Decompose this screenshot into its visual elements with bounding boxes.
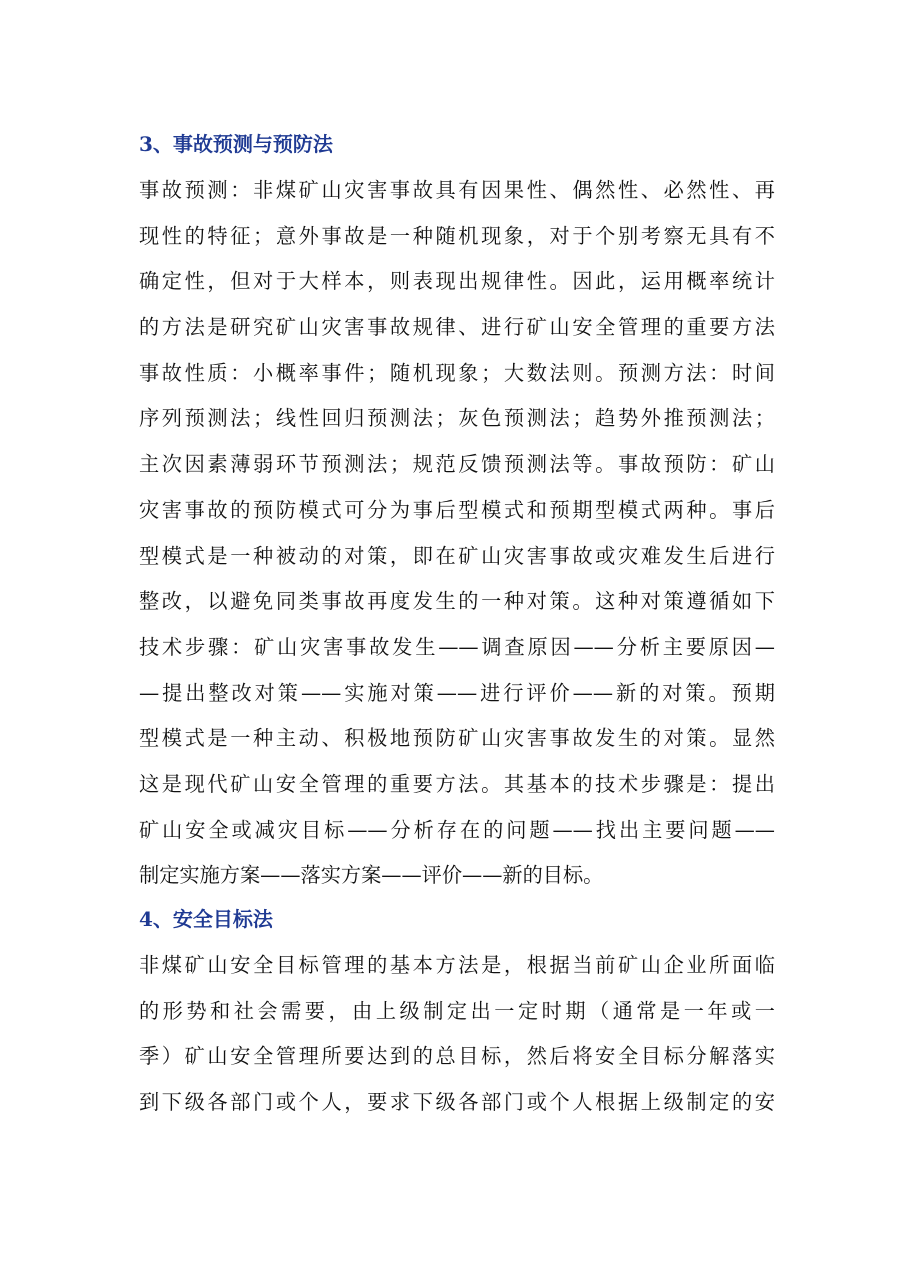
text-line: 确定性，但对于大样本，则表现出规律性。因此，运用概率统计 — [139, 269, 775, 294]
document-page — [139, 124, 775, 1126]
text-line: —提出整改对策——实施对策——进行评价——新的对策。预期 — [139, 680, 775, 705]
text-line: 序列预测法；线性回归预测法；灰色预测法；趋势外推预测法； — [139, 406, 775, 431]
text-line: 矿山安全或减灾目标——分析存在的问题——找出主要问题—— — [139, 817, 775, 842]
text-line: 型模式是一种被动的对策，即在矿山灾害事故或灾难发生后进行 — [139, 543, 775, 568]
text-line: 现性的特征；意外事故是一种随机现象，对于个别考察无具有不 — [139, 223, 775, 248]
text-line: 到下级各部门或个人，要求下级各部门或个人根据上级制定的安 — [139, 1090, 775, 1115]
section-heading-3: 3、事故预测与预防法 — [139, 132, 333, 156]
section-4-paragraph — [139, 943, 775, 1126]
text-line: 非煤矿山安全目标管理的基本方法是，根据当前矿山企业所面临 — [139, 953, 775, 977]
section-heading-4: 4、安全目标法 — [139, 907, 273, 931]
text-line: 的方法是研究矿山灾害事故规律、进行矿山安全管理的重要方法 — [139, 315, 775, 340]
text-line: 季）矿山安全管理所要达到的总目标，然后将安全目标分解落实 — [139, 1044, 775, 1069]
text-line: 这是现代矿山安全管理的重要方法。其基本的技术步骤是：提出 — [139, 771, 775, 796]
section-3-paragraph — [139, 168, 775, 899]
text-line: 型模式是一种主动、积极地预防矿山灾害事故发生的对策。显然 — [139, 726, 775, 751]
text-line: 事故性质：小概率事件；随机现象；大数法则。预测方法：时间 — [139, 360, 775, 385]
text-line: 主次因素薄弱环节预测法；规范反馈预测法等。事故预防：矿山 — [139, 452, 775, 477]
text-line: 技术步骤：矿山灾害事故发生——调查原因——分析主要原因— — [139, 634, 775, 659]
text-line: 整改，以避免同类事故再度发生的一种对策。这种对策遵循如下 — [139, 589, 775, 614]
text-line: 的形势和社会需要，由上级制定出一定时期（通常是一年或一 — [139, 998, 775, 1023]
text-line: 制定实施方案——落实方案——评价——新的目标。 — [139, 863, 604, 888]
text-line: 事故预测：非煤矿山灾害事故具有因果性、偶然性、必然性、再 — [139, 178, 775, 202]
text-line: 灾害事故的预防模式可分为事后型模式和预期型模式两种。事后 — [139, 497, 775, 522]
